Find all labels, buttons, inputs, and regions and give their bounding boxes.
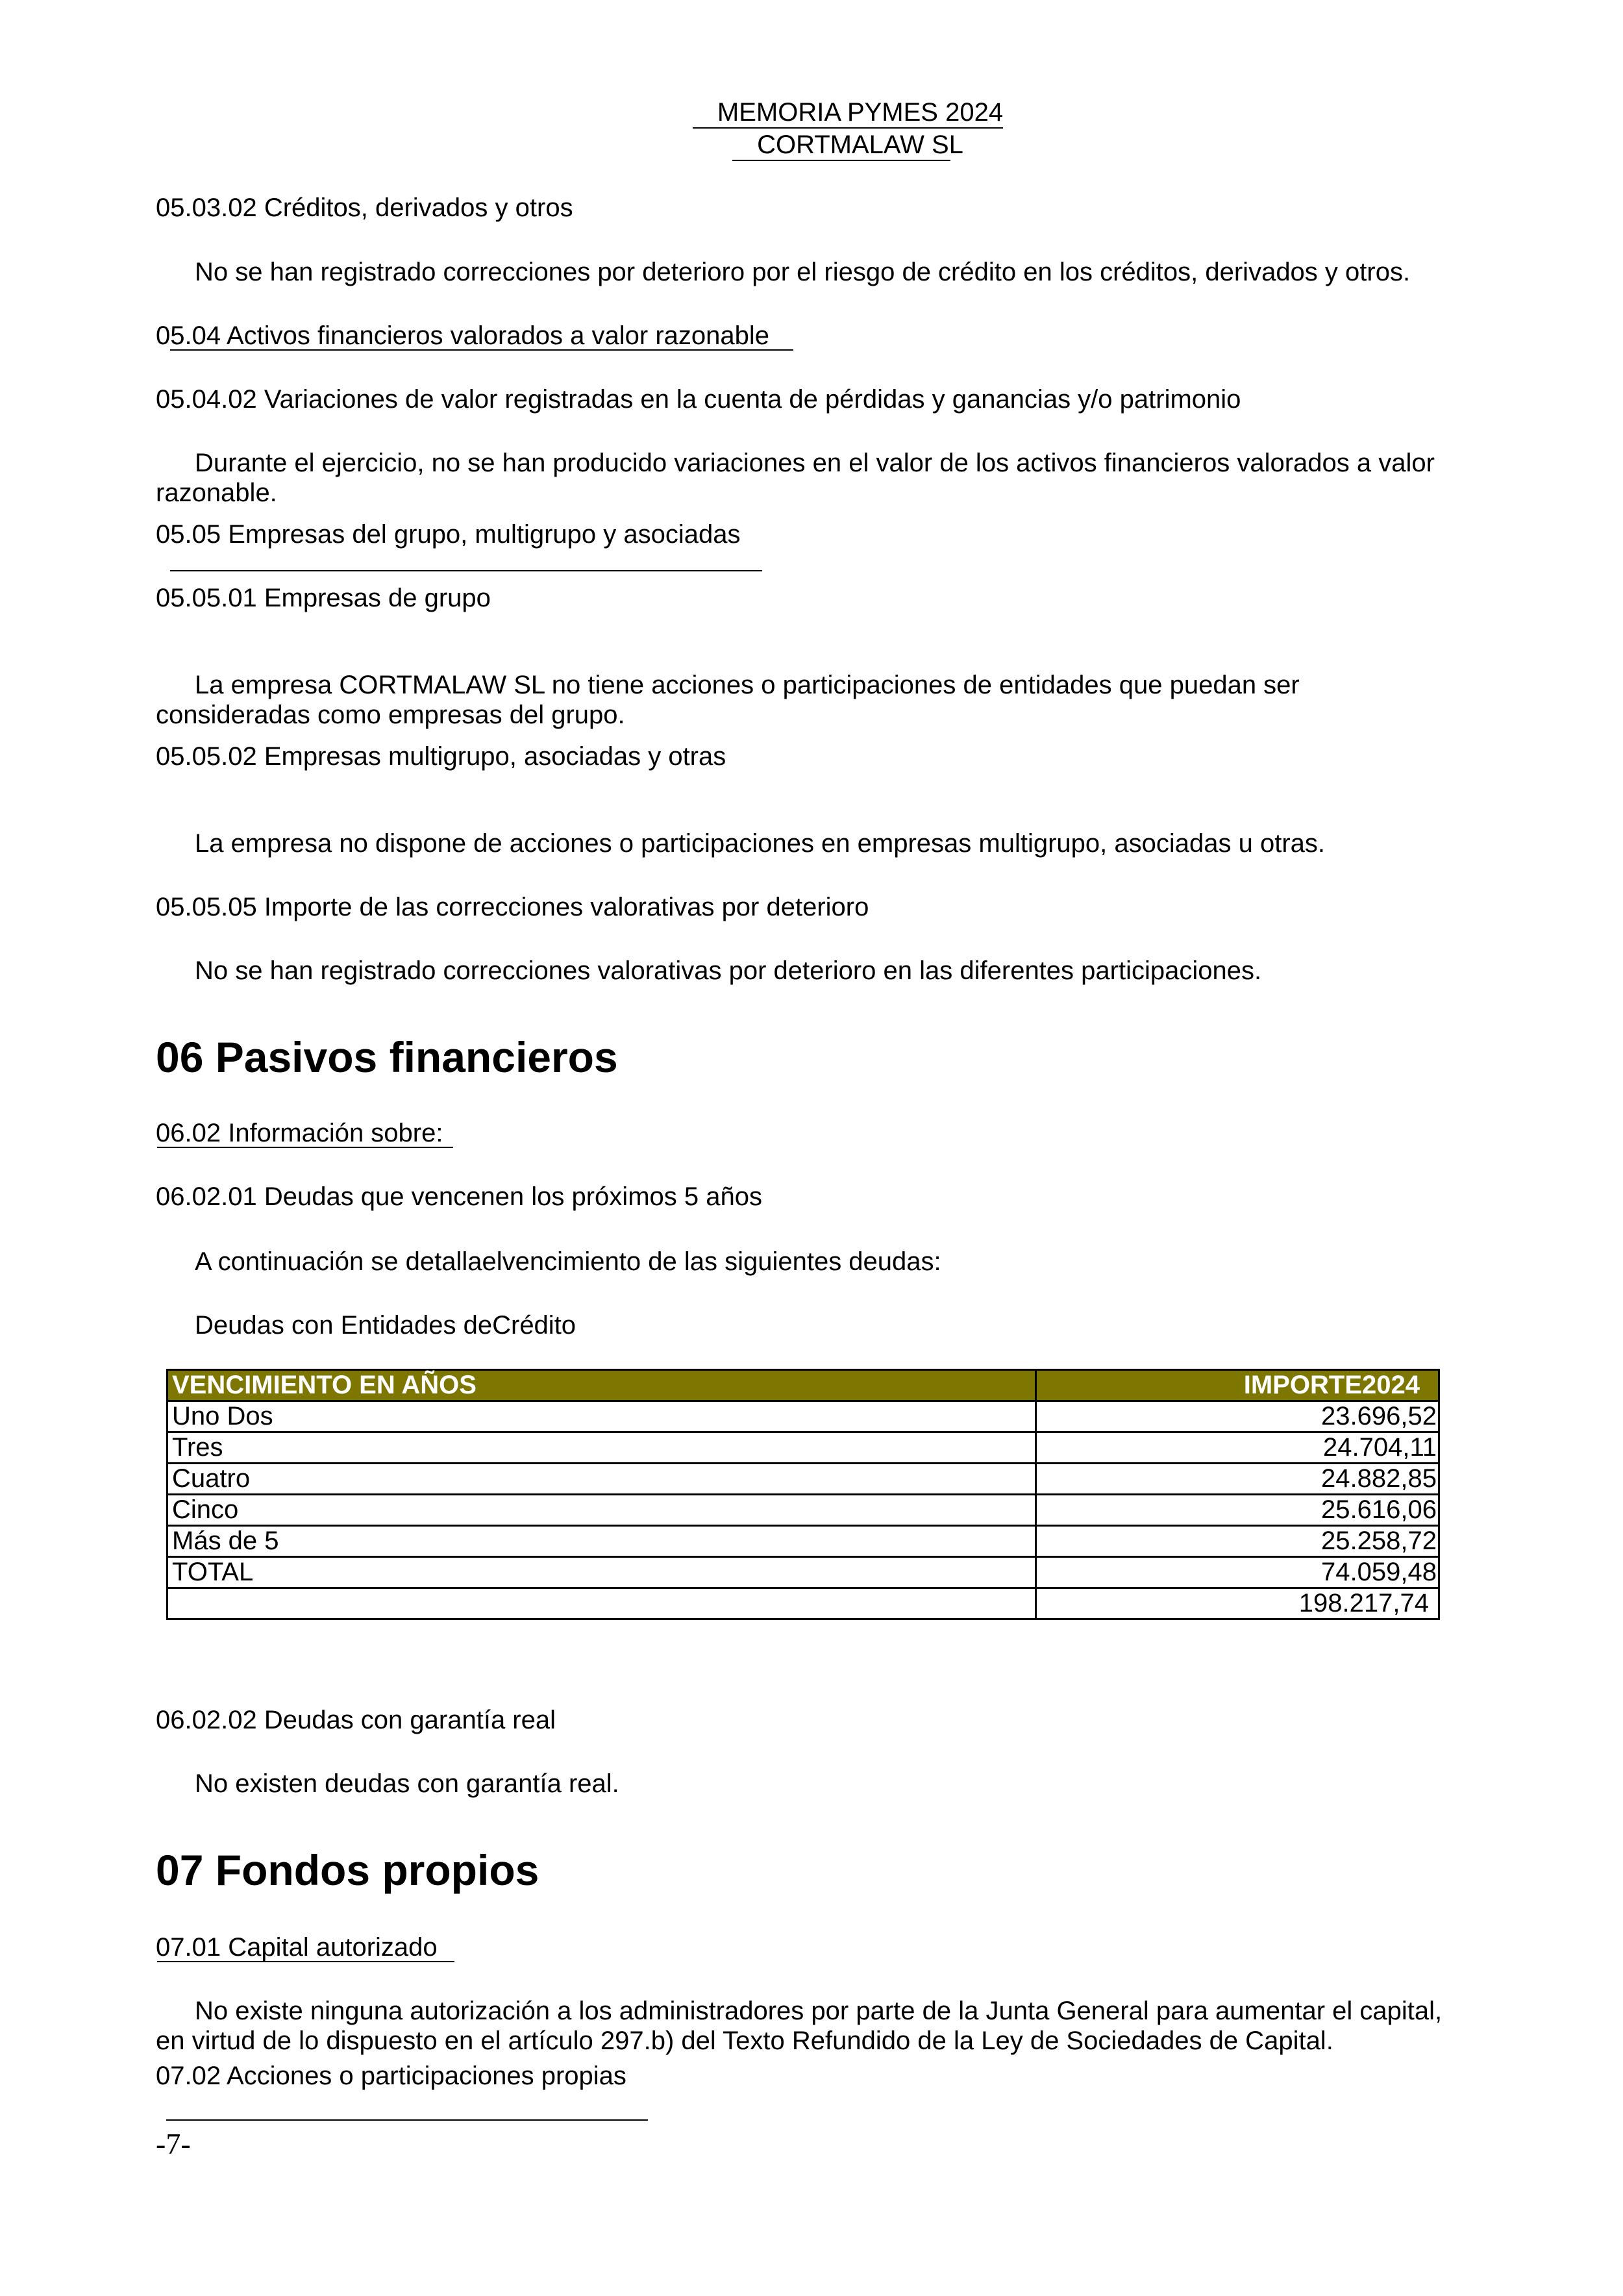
section-underline-0602 (157, 1147, 453, 1148)
section-title-050505: 05.05.05 Importe de las correcciones valorativas por deterioro (156, 893, 869, 921)
header-underline-2 (732, 160, 950, 161)
table-row-grand-total (167, 1588, 1439, 1619)
section-body-050402-line2: razonable. (156, 479, 277, 507)
section-title-0602: 06.02 Información sobre: (156, 1119, 443, 1147)
section-body-050402-line1: Durante el ejercicio, no se han producido variaciones en el valor de los activos financieros valorados a valor (195, 449, 1435, 477)
section-body-050302: No se han registrado correcciones por deterioro por el riesgo de crédito en los créditos, derivados y otros. (195, 258, 1411, 286)
section-body-050505: No se han registrado correcciones valorativas por deterioro en las diferentes participaciones. (195, 956, 1262, 985)
table-header-vencimiento: VENCIMIENTO EN AÑOS (167, 1370, 1036, 1401)
table-row (167, 1401, 1439, 1432)
heading-06: 06 Pasivos financieros (156, 1033, 618, 1081)
table-cell-label: Cinco (167, 1495, 1036, 1526)
table-cell-amount: 24.882,85 (1036, 1464, 1439, 1495)
section-title-050402: 05.04.02 Variaciones de valor registradas en la cuenta de pérdidas y ganancias y/o patrimonio (156, 385, 1241, 414)
section-title-050502: 05.05.02 Empresas multigrupo, asociadas y otras (156, 742, 726, 771)
section-underline-0701 (157, 1961, 454, 1962)
section-title-050501: 05.05.01 Empresas de grupo (156, 584, 491, 612)
table-row (167, 1526, 1439, 1557)
table-cell-amount: 25.258,72 (1036, 1526, 1439, 1557)
section-title-0701: 07.01 Capital autorizado (156, 1933, 438, 1962)
table-header-importe: IMPORTE2024 (1036, 1370, 1439, 1401)
section-underline-0505 (170, 570, 762, 571)
section-body-0701-line1: No existe ninguna autorización a los administradores por parte de la Junta General para aumentar el capital, (195, 1997, 1443, 2025)
table-cell-label: Más de 5 (167, 1526, 1036, 1557)
table-cell-amount: 198.217,74 (1036, 1588, 1439, 1619)
table-subtitle: Deudas con Entidades deCrédito (195, 1311, 576, 1340)
section-title-050302: 05.03.02 Créditos, derivados y otros (156, 193, 573, 222)
table-cell-amount: 25.616,06 (1036, 1495, 1439, 1526)
table-row (167, 1495, 1439, 1526)
heading-07: 07 Fondos propios (156, 1846, 539, 1894)
section-body-050502: La empresa no dispone de acciones o participaciones en empresas multigrupo, asociadas u otras. (195, 829, 1326, 858)
table-row-total (167, 1557, 1439, 1588)
table-cell-amount: 24.704,11 (1036, 1432, 1439, 1464)
header-underline (693, 127, 1003, 129)
section-body-050501-line1: La empresa CORTMALAW SL no tiene acciones o participaciones de entidades que puedan ser (195, 671, 1300, 699)
table-row (167, 1464, 1439, 1495)
table-cell-label: Tres (167, 1432, 1036, 1464)
section-body-0701-line2: en virtud de lo dispuesto en el artículo 297.b) del Texto Refundido de la Ley de Sociedades de Capital. (156, 2027, 1333, 2055)
section-title-060202: 06.02.02 Deudas con garantía real (156, 1706, 556, 1734)
section-underline-0504 (170, 349, 793, 351)
debt-maturity-table (166, 1369, 1440, 1620)
section-title-0505: 05.05 Empresas del grupo, multigrupo y asociadas (156, 520, 741, 549)
table-cell-amount: 74.059,48 (1036, 1557, 1439, 1588)
table-cell-label: Uno Dos (167, 1401, 1036, 1432)
section-title-060201: 06.02.01 Deudas que vencenen los próximos 5 años (156, 1182, 762, 1211)
table-cell-amount: 23.696,52 (1036, 1401, 1439, 1432)
table-cell-label (167, 1588, 1036, 1619)
table-cell-label: TOTAL (167, 1557, 1036, 1588)
section-intro-060201: A continuación se detallaelvencimiento de las siguientes deudas: (195, 1247, 941, 1276)
section-body-050501-line2: consideradas como empresas del grupo. (156, 701, 625, 729)
table-row (167, 1432, 1439, 1464)
header-company: CORTMALAW SL (757, 131, 963, 159)
table-cell-label: Cuatro (167, 1464, 1036, 1495)
page-number: -7- (156, 2127, 191, 2160)
section-body-060202: No existen deudas con garantía real. (195, 1769, 619, 1798)
table-header-row (167, 1370, 1439, 1401)
section-title-0504: 05.04 Activos financieros valorados a valor razonable (156, 321, 769, 350)
header-title: MEMORIA PYMES 2024 (717, 98, 1004, 127)
footer-rule (166, 2119, 648, 2121)
section-title-0702: 07.02 Acciones o participaciones propias (156, 2062, 626, 2090)
